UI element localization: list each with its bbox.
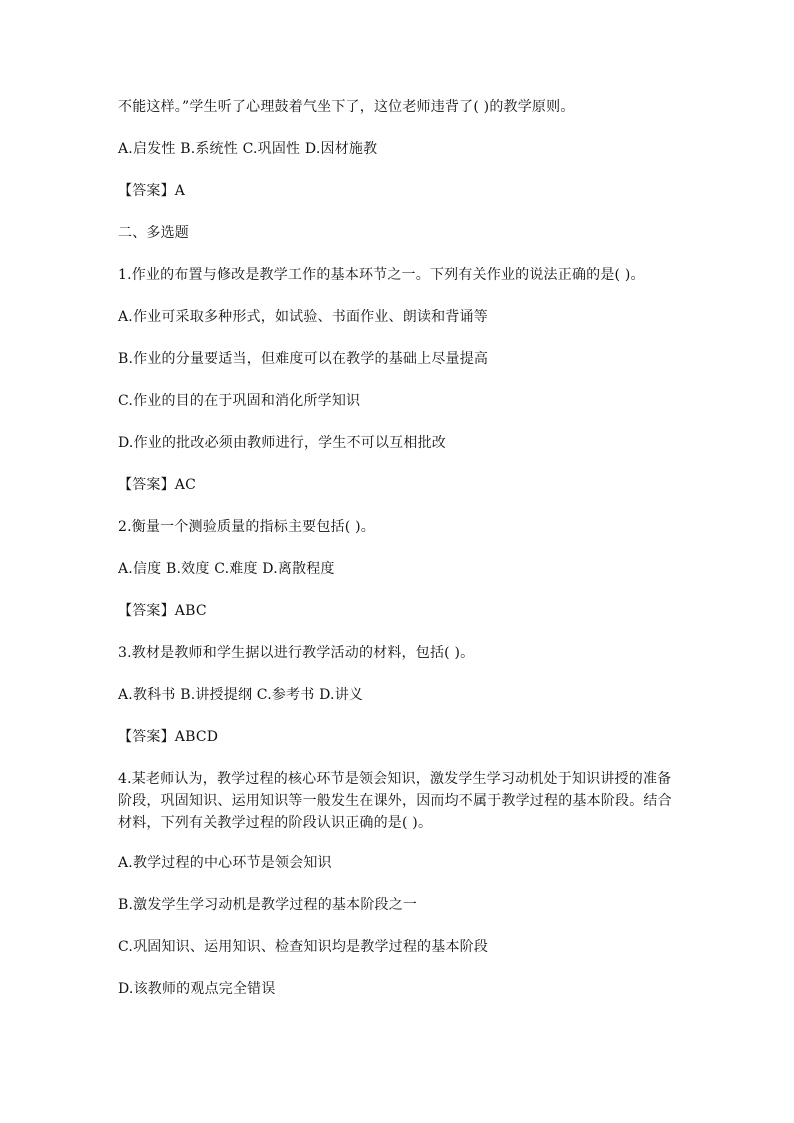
section-heading: 二、多选题 (118, 225, 189, 241)
option-c: C.作业的目的在于巩固和消化所学知识 (118, 393, 361, 409)
options-line: A.信度 B.效度 C.难度 D.离散程度 (118, 561, 335, 577)
option-d: D.作业的批改必须由教师进行，学生不可以互相批改 (118, 435, 446, 451)
answer-line: 【答案】ABC (118, 603, 207, 619)
question-stem-continued: 不能这样。”学生听了心理鼓着气坐下了，这位老师违背了( )的教学原则。 (118, 99, 575, 115)
option-a: A.教学过程的中心环节是领会知识 (118, 855, 332, 871)
option-c: C.巩固知识、运用知识、检查知识均是教学过程的基本阶段 (118, 939, 489, 955)
options-line: A.启发性 B.系统性 C.巩固性 D.因材施教 (118, 141, 378, 157)
option-a: A.作业可采取多种形式，如试验、书面作业、朗读和背诵等 (118, 309, 488, 325)
question-stem-line-3: 材料，下列有关教学过程的阶段认识正确的是( )。 (118, 815, 433, 831)
answer-line: 【答案】ABCD (118, 729, 219, 745)
option-b: B.作业的分量要适当，但难度可以在教学的基础上尽量提高 (118, 351, 489, 367)
question-stem: 1.作业的布置与修改是教学工作的基本环节之一。下列有关作业的说法正确的是( )。 (118, 267, 645, 283)
question-stem: 2.衡量一个测验质量的指标主要包括( )。 (118, 519, 375, 535)
question-stem-line-1: 4.某老师认为，教学过程的核心环节是领会知识，激发学生学习动机处于知识讲授的准备 (118, 771, 672, 787)
options-line: A.教科书 B.讲授提纲 C.参考书 D.讲义 (118, 687, 364, 703)
option-b: B.激发学生学习动机是教学过程的基本阶段之一 (118, 897, 418, 913)
question-stem: 3.教材是教师和学生据以进行教学活动的材料，包括( )。 (118, 645, 475, 661)
answer-line: 【答案】AC (118, 477, 197, 493)
answer-line: 【答案】A (118, 183, 186, 199)
question-stem-line-2: 阶段，巩固知识、运用知识等一般发生在课外，因而均不属于教学过程的基本阶段。结合 (118, 793, 672, 809)
option-d: D.该教师的观点完全错误 (118, 981, 276, 997)
